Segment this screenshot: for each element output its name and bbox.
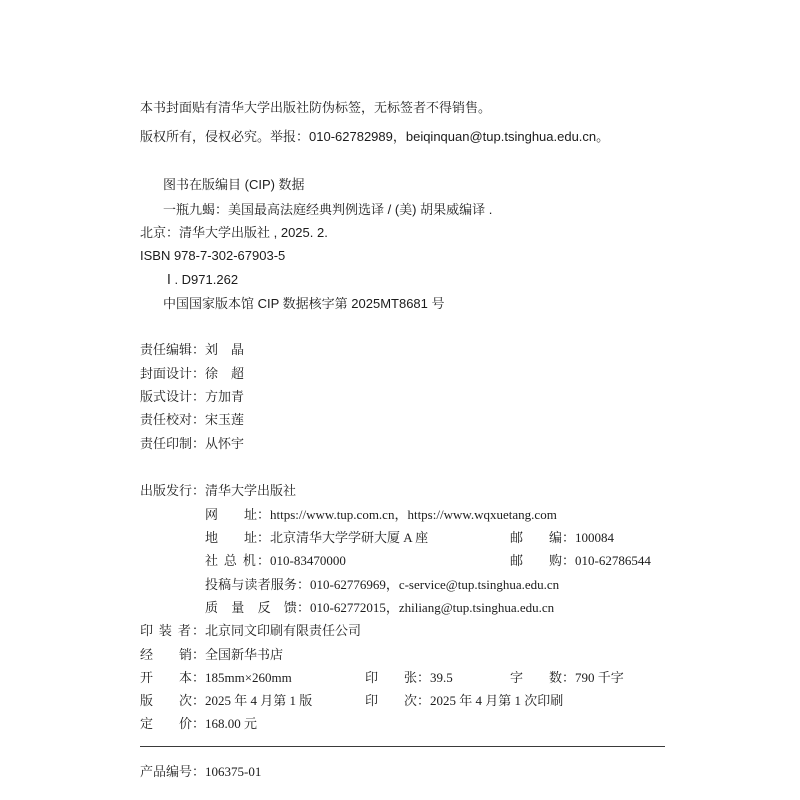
price-row xyxy=(140,715,257,733)
submission-value: 010-62776969，c-service@tup.tsinghua.edu.cn xyxy=(310,577,560,592)
cip-record-number: 中国国家版本馆 CIP 数据核字第 2025MT8681 号 xyxy=(163,296,445,311)
format-row xyxy=(140,669,292,687)
postcode-label: 邮 编： xyxy=(510,530,576,545)
submission-row xyxy=(205,576,559,594)
cip-publisher-line: 北京：清华大学出版社 , 2025. 2. xyxy=(140,225,328,240)
feedback-label: 质 量 反 馈： xyxy=(205,600,310,615)
word-count-row xyxy=(510,669,624,687)
distributor-row xyxy=(140,646,283,664)
staff-label: 责任印制： xyxy=(140,436,206,451)
publisher-label: 出版发行： xyxy=(140,483,206,498)
cip-classification: Ⅰ . D971.262 xyxy=(167,272,239,287)
distributor-value: 全国新华书店 xyxy=(205,647,284,662)
publisher-value: 清华大学出版社 xyxy=(205,483,297,498)
product-code-value: 106375-01 xyxy=(205,764,262,779)
staff-label: 版式设计： xyxy=(140,389,206,404)
edition-row xyxy=(140,692,312,710)
mail-order-value: 010-62786544 xyxy=(575,553,651,568)
sheets-row xyxy=(365,669,453,687)
staff-label: 责任编辑： xyxy=(140,342,206,357)
cip-heading: 图书在版编目 (CIP) 数据 xyxy=(163,177,305,192)
staff-row-proofreader xyxy=(140,411,244,429)
website-row xyxy=(205,506,557,524)
staff-row-cover-design xyxy=(140,365,244,383)
printer-value: 北京同文印刷有限责任公司 xyxy=(205,623,362,638)
feedback-value: 010-62772015，zhiliang@tup.tsinghua.edu.cn xyxy=(310,600,555,615)
address-value: 北京清华大学学研大厦 A 座 xyxy=(270,530,429,545)
address-label: 地 址： xyxy=(205,530,271,545)
divider-rule xyxy=(140,746,665,747)
staff-label: 封面设计： xyxy=(140,366,206,381)
staff-row-print-manager xyxy=(140,435,244,453)
word-count-value: 790 千字 xyxy=(575,670,624,685)
impression-row xyxy=(365,692,563,710)
switchboard-label: 社 总 机： xyxy=(205,553,270,568)
product-code-row xyxy=(140,763,261,781)
website-label: 网 址： xyxy=(205,507,271,522)
edition-value: 2025 年 4 月第 1 版 xyxy=(205,693,313,708)
postcode-value: 100084 xyxy=(575,530,614,545)
staff-value: 从怀宇 xyxy=(205,436,245,451)
publisher-row xyxy=(140,482,296,500)
feedback-row xyxy=(205,599,554,617)
staff-value: 宋玉莲 xyxy=(205,412,245,427)
printer-label: 印 装 者： xyxy=(140,623,205,638)
website-value: https://www.tup.com.cn，https://www.wqxuetang.com xyxy=(270,507,557,522)
anti-counterfeit-notice: 本书封面贴有清华大学出版社防伪标签，无标签者不得销售。 xyxy=(140,100,492,115)
price-value: 168.00 元 xyxy=(205,716,258,731)
product-code-label: 产品编号： xyxy=(140,764,206,779)
staff-row-editor xyxy=(140,341,244,359)
distributor-label: 经 销： xyxy=(140,647,206,662)
printer-row xyxy=(140,622,361,640)
switchboard-row xyxy=(205,552,346,570)
cip-isbn: ISBN 978-7-302-67903-5 xyxy=(140,248,286,263)
staff-row-layout-design xyxy=(140,388,244,406)
copyright-notice: 版权所有，侵权必究。举报：010-62782989，beiqinquan@tup.tsinghua.edu.cn。 xyxy=(140,129,610,144)
switchboard-value: 010-83470000 xyxy=(270,553,346,568)
format-label: 开 本： xyxy=(140,670,206,685)
mail-order-label: 邮 购： xyxy=(510,553,576,568)
staff-label: 责任校对： xyxy=(140,412,206,427)
staff-value: 刘 晶 xyxy=(205,342,245,357)
postcode-row xyxy=(510,529,614,547)
mail-order-row xyxy=(510,552,651,570)
cip-title-line: 一瓶九蝎：美国最高法庭经典判例选译 / (美) 胡果威编译 . xyxy=(163,202,493,217)
staff-value: 徐 超 xyxy=(205,366,245,381)
price-label: 定 价： xyxy=(140,716,206,731)
submission-label: 投稿与读者服务： xyxy=(205,577,310,592)
impression-label: 印 次： xyxy=(365,693,431,708)
word-count-label: 字 数： xyxy=(510,670,576,685)
edition-label: 版 次： xyxy=(140,693,206,708)
sheets-value: 39.5 xyxy=(430,670,453,685)
format-value: 185mm×260mm xyxy=(205,670,292,685)
staff-value: 方加青 xyxy=(205,389,245,404)
sheets-label: 印 张： xyxy=(365,670,431,685)
impression-value: 2025 年 4 月第 1 次印刷 xyxy=(430,693,564,708)
address-row xyxy=(205,529,428,547)
